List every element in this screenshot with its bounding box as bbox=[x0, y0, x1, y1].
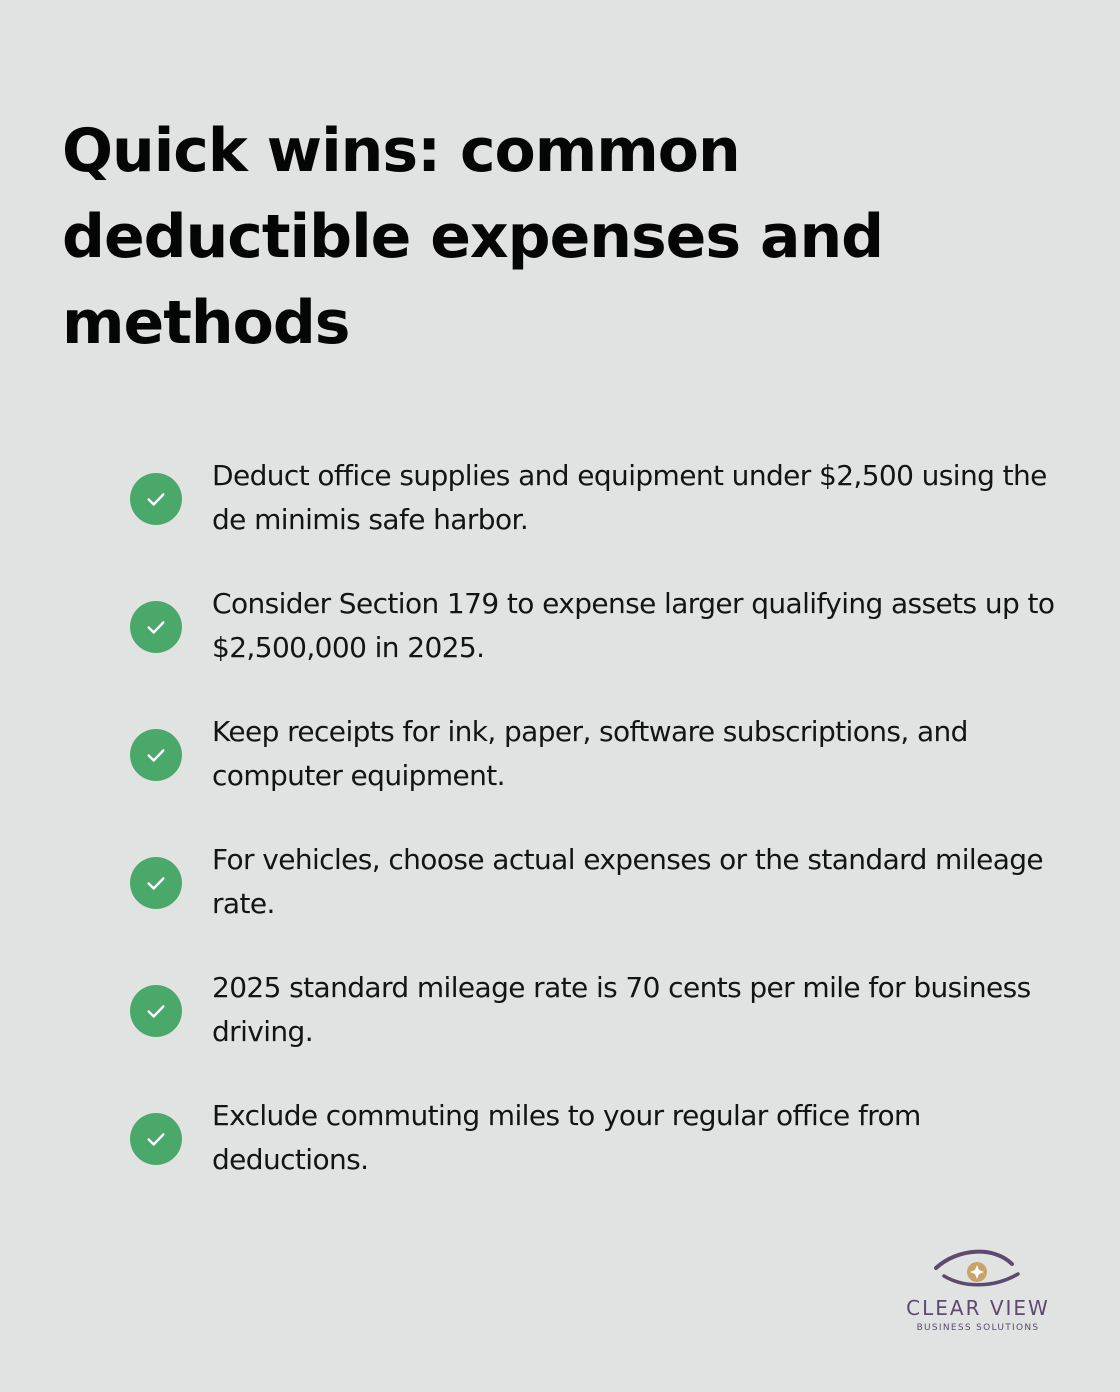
check-icon bbox=[130, 857, 182, 909]
list-item bbox=[130, 454, 1070, 582]
logo-tagline: BUSINESS SOLUTIONS bbox=[916, 1323, 1040, 1333]
list-item bbox=[130, 710, 1070, 838]
check-icon bbox=[130, 985, 182, 1037]
check-icon bbox=[130, 473, 182, 525]
list-item bbox=[130, 1094, 1070, 1222]
list-item-text: Deduct office supplies and equipment under $2,500 using the de minimis safe harbor. bbox=[212, 459, 1047, 536]
list-item bbox=[130, 582, 1070, 710]
brand-logo bbox=[888, 1246, 1068, 1342]
list-item-text: 2025 standard mileage rate is 70 cents per mile for business driving. bbox=[212, 971, 1031, 1048]
list-item-text: Exclude commuting miles to your regular office from deductions. bbox=[212, 1099, 921, 1176]
page-title: Quick wins: common deductible expenses and methods bbox=[62, 116, 884, 358]
eye-logo-icon bbox=[930, 1248, 1026, 1294]
check-icon bbox=[130, 729, 182, 781]
list-item bbox=[130, 838, 1070, 966]
list-item-text: For vehicles, choose actual expenses or the standard mileage rate. bbox=[212, 843, 1044, 920]
check-icon bbox=[130, 601, 182, 653]
list-item-text: Consider Section 179 to expense larger qualifying assets up to $2,500,000 in 2025. bbox=[212, 587, 1055, 664]
logo-name: CLEAR VIEW bbox=[906, 1296, 1050, 1320]
check-icon bbox=[130, 1113, 182, 1165]
tips-list bbox=[130, 454, 1070, 1222]
list-item-text: Keep receipts for ink, paper, software subscriptions, and computer equipment. bbox=[212, 715, 968, 792]
list-item bbox=[130, 966, 1070, 1094]
